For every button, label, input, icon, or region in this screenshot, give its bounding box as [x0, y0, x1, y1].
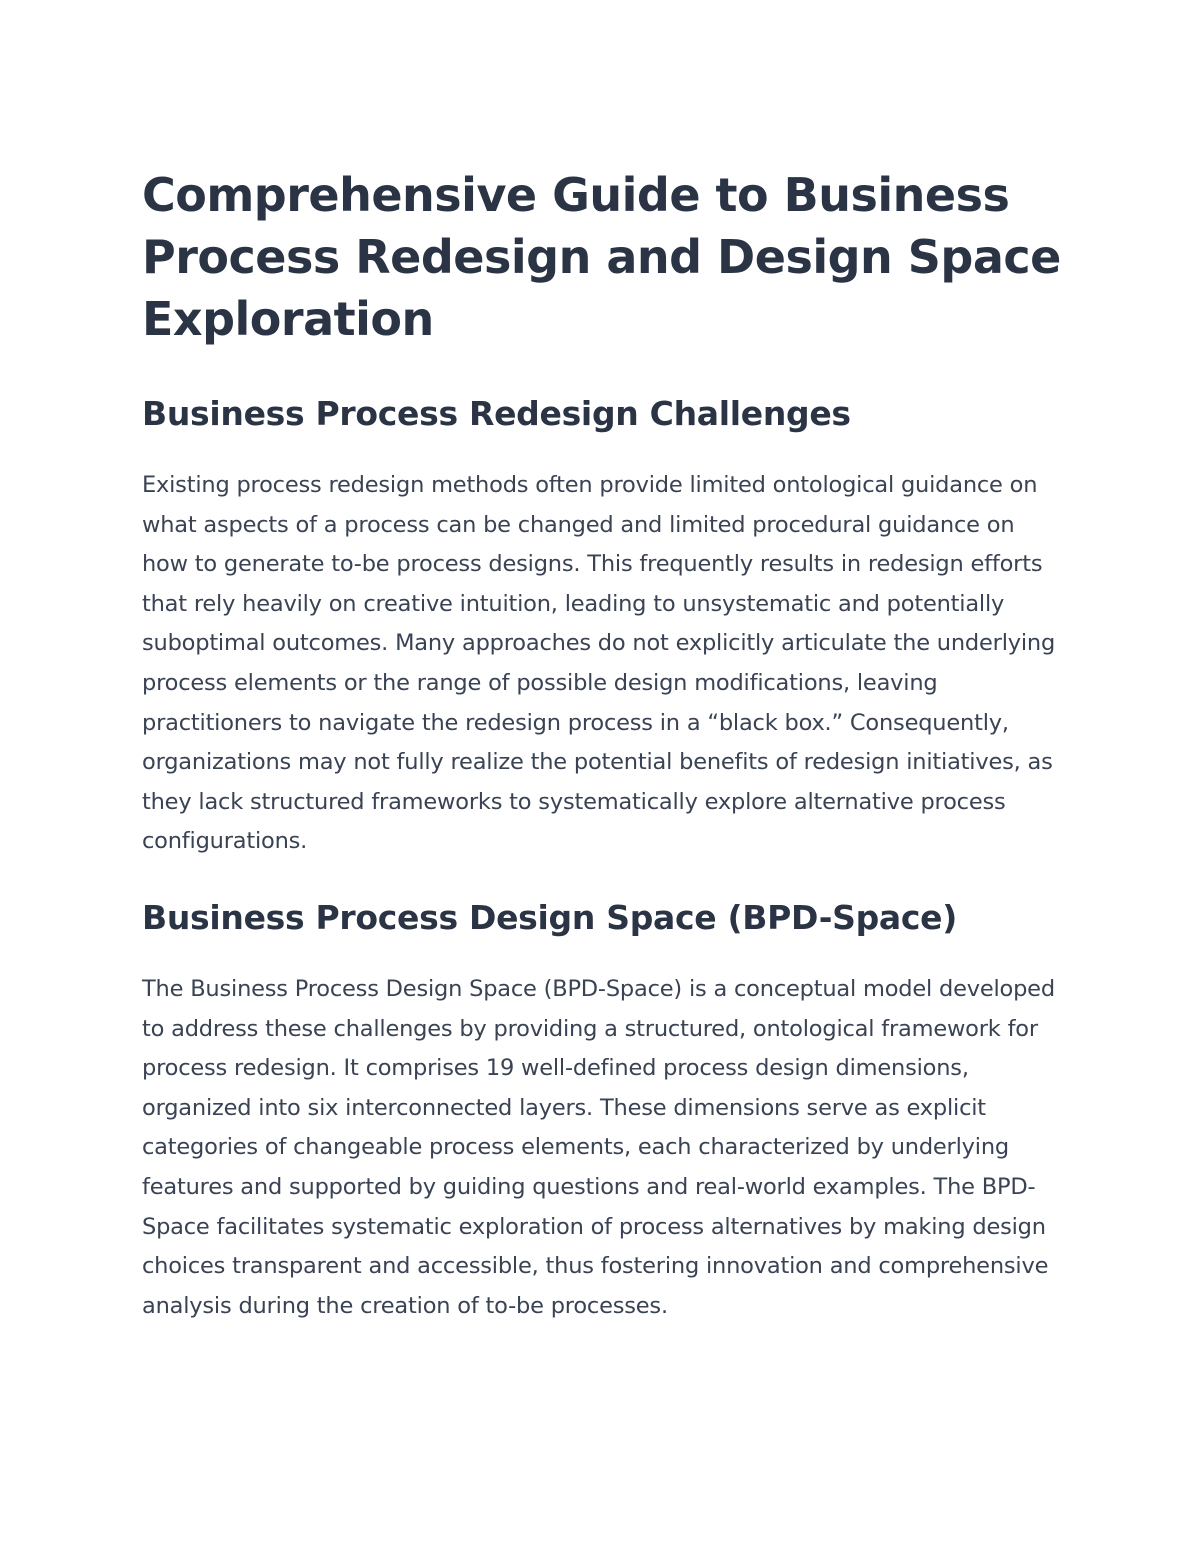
section-body-bpd-space: The Business Process Design Space (BPD-Space) is a conceptual model developed to address these challenges by providing a structured, ontological framework for process redesign. It comprises 19 well-defined process design dimensions, organized into six interconnected layers. These dimensions serve as explicit categories of changeable process elements, each characterized by underlying features and supported by guiding questions and real-world examples. The BPD-Space facilitates systematic exploration of process alternatives by making design choices transparent and accessible, thus fostering innovation and comprehensive analysis during the creation of to-be processes. [142, 975, 1055, 1319]
section-body-redesign-challenges: Existing process redesign methods often provide limited ontological guidance on what aspects of a process can be changed and limited procedural guidance on how to generate to-be process designs. This frequently results in redesign efforts that rely heavily on creative intuition, leading to unsystematic and potentially suboptimal outcomes. Many approaches do not explicitly articulate the underlying process elements or the range of possible design modifications, leaving practitioners to navigate the redesign process in a “black box.” Consequently, organizations may not fully realize the potential benefits of redesign initiatives, as they lack structured frameworks to systematically explore alternative process configurations. [142, 472, 1056, 855]
document-title: Comprehensive Guide to Business Process Redesign and Design Space Exploration [142, 168, 1061, 346]
section-heading-redesign-challenges: Business Process Redesign Challenges [142, 394, 851, 433]
section-heading-bpd-space: Business Process Design Space (BPD-Space) [142, 897, 958, 937]
document-page [142, 164, 1062, 1326]
